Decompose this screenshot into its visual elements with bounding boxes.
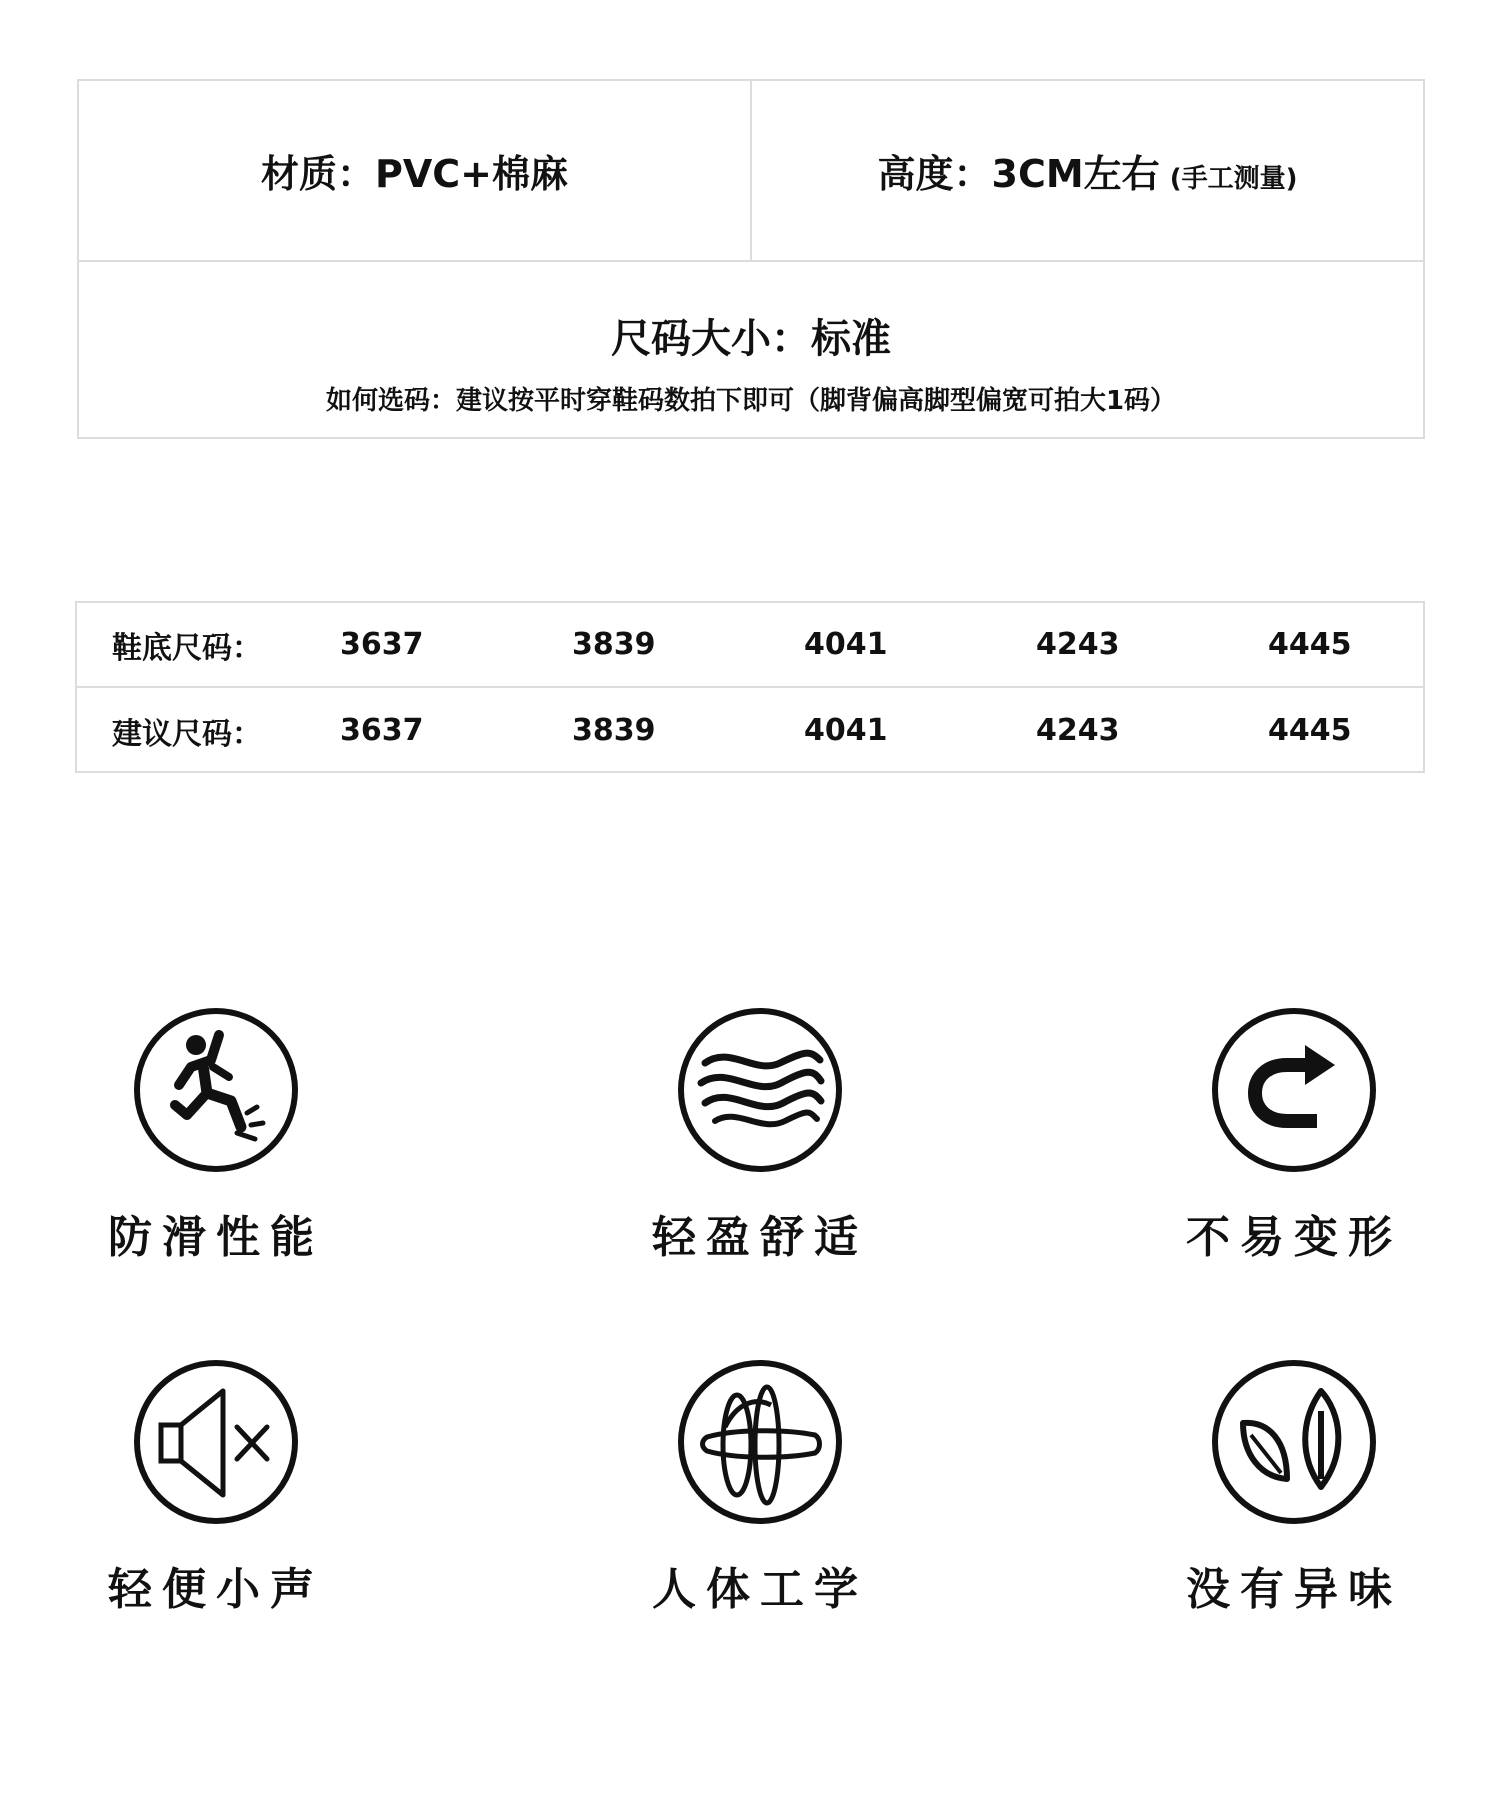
feature-quiet: [96, 1357, 336, 1617]
feature-label: 防滑性能: [108, 1212, 324, 1263]
leaf-icon: [1209, 1357, 1379, 1527]
height-note: (手工测量): [1169, 164, 1298, 194]
feature-anti-deform: [1174, 1005, 1414, 1265]
table-row: [77, 603, 1423, 688]
feature-label: 轻盈舒适: [652, 1212, 868, 1263]
table-cell: 4243: [1036, 627, 1120, 662]
row-label: 建议尺码：: [112, 716, 262, 752]
feature-anti-slip: [96, 1005, 336, 1265]
feature-lightweight: [640, 1005, 880, 1265]
size-tip: 如何选码：建议按平时穿鞋码数拍下即可（脚背偏高脚型偏宽可拍大1码）: [325, 386, 1177, 416]
material-cell: [79, 81, 752, 260]
feature-label: 人体工学: [652, 1564, 868, 1615]
redo-arrow-icon: [1209, 1005, 1379, 1175]
table-cell: 3637: [340, 627, 424, 662]
wave-icon: [675, 1005, 845, 1175]
size-table: [75, 601, 1425, 773]
table-cell: 4243: [1036, 713, 1120, 748]
feature-label: 不易变形: [1186, 1212, 1402, 1263]
ergonomic-icon: [675, 1357, 845, 1527]
table-cell: 3839: [572, 713, 656, 748]
feature-odorless: [1174, 1357, 1414, 1617]
table-cell: 4041: [804, 713, 888, 748]
table-cell: 4041: [804, 627, 888, 662]
material-text: 材质：PVC+棉麻: [261, 152, 568, 196]
mute-speaker-icon: [131, 1357, 301, 1527]
spec-box: [77, 79, 1425, 439]
table-cell: 3637: [340, 713, 424, 748]
feature-label: 没有异味: [1186, 1564, 1402, 1615]
feature-ergonomic: [640, 1357, 880, 1617]
height-cell: [752, 81, 1423, 260]
row-label: 鞋底尺码：: [112, 630, 262, 666]
height-text: 高度：3CM左右: [877, 152, 1160, 196]
spec-row-top: [79, 81, 1423, 262]
slip-icon: [131, 1005, 301, 1175]
table-cell: 3839: [572, 627, 656, 662]
size-guide: [79, 262, 1423, 437]
feature-label: 轻便小声: [108, 1564, 324, 1615]
size-title: 尺码大小：标准: [611, 316, 891, 362]
table-row: [77, 688, 1423, 773]
table-cell: 4445: [1268, 627, 1352, 662]
table-cell: 4445: [1268, 713, 1352, 748]
